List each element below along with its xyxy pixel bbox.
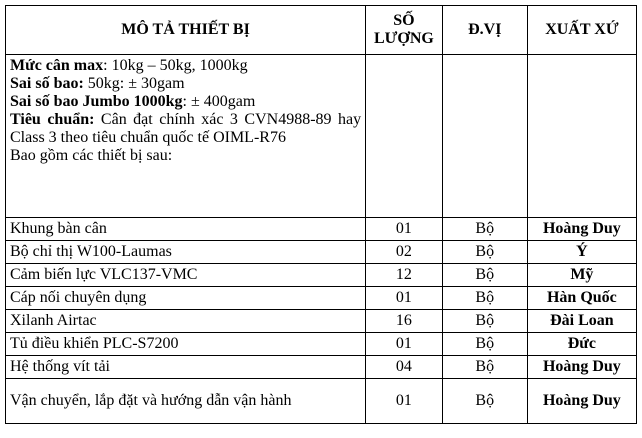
spec-qty-cell xyxy=(366,55,443,218)
item-origin: Hoàng Duy xyxy=(527,356,636,379)
table-row xyxy=(6,310,637,333)
header-quantity: SỐ LƯỢNG xyxy=(366,6,443,55)
item-name: Bộ chỉ thị W100-Laumas xyxy=(6,241,366,264)
item-name: Cáp nối chuyên dụng xyxy=(6,287,366,310)
spec-standard xyxy=(10,111,361,147)
item-qty: 01 xyxy=(366,287,443,310)
item-unit: Bộ xyxy=(442,310,527,333)
item-unit: Bộ xyxy=(442,241,527,264)
spec-cell xyxy=(6,55,366,218)
header-origin: XUẤT XỨ xyxy=(527,6,636,55)
spec-origin-cell xyxy=(527,55,636,218)
item-name: Tủ điều khiển PLC-S7200 xyxy=(6,333,366,356)
header-description: MÔ TẢ THIẾT BỊ xyxy=(6,6,366,55)
spec-max-label: Mức cân max xyxy=(10,57,104,74)
item-name: Hệ thống vít tải xyxy=(6,356,366,379)
spec-bag-label: Sai số bao: xyxy=(10,75,84,92)
spec-max-weight xyxy=(10,57,361,75)
spec-standard-value: Cân đạt chính xác 3 CVN4988-89 hay Class 3 theo tiêu chuẩn quốc tế OIML-R76 xyxy=(10,111,362,146)
table-row xyxy=(6,264,637,287)
table-row xyxy=(6,218,637,241)
item-qty: 01 xyxy=(366,333,443,356)
spec-standard-label: Tiêu chuẩn: xyxy=(10,111,95,128)
item-origin: Hoàng Duy xyxy=(527,218,636,241)
equipment-table xyxy=(5,5,637,424)
spec-bag-error xyxy=(10,75,361,93)
table-row xyxy=(6,287,637,310)
item-name: Xilanh Airtac xyxy=(6,310,366,333)
spec-jumbo-value: : ± 400gam xyxy=(182,93,256,110)
spec-jumbo-label: Sai số bao Jumbo 1000kg xyxy=(10,93,183,110)
spec-max-value: : 10kg – 50kg, 1000kg xyxy=(103,57,248,74)
item-qty: 12 xyxy=(366,264,443,287)
item-unit: Bộ xyxy=(442,287,527,310)
item-qty: 02 xyxy=(366,241,443,264)
item-qty: 04 xyxy=(366,356,443,379)
spec-bag-value: 50kg: ± 30gam xyxy=(83,75,185,92)
header-unit: Đ.VỊ xyxy=(442,6,527,55)
item-origin: Đức xyxy=(527,333,636,356)
item-origin: Mỹ xyxy=(527,264,636,287)
item-name: Vận chuyển, lắp đặt và hướng dẫn vận hành xyxy=(6,379,366,424)
item-origin: Ý xyxy=(527,241,636,264)
table-row xyxy=(6,356,637,379)
item-unit: Bộ xyxy=(442,333,527,356)
table-row xyxy=(6,333,637,356)
spec-includes: Bao gồm các thiết bị sau: xyxy=(10,147,173,164)
item-unit: Bộ xyxy=(442,356,527,379)
item-unit: Bộ xyxy=(442,218,527,241)
item-name: Cảm biến lực VLC137-VMC xyxy=(6,264,366,287)
item-qty: 16 xyxy=(366,310,443,333)
item-name: Khung bàn cân xyxy=(6,218,366,241)
item-unit: Bộ xyxy=(442,264,527,287)
item-origin: Hoàng Duy xyxy=(527,379,636,424)
item-qty: 01 xyxy=(366,379,443,424)
table-row xyxy=(6,379,637,424)
item-qty: 01 xyxy=(366,218,443,241)
spec-unit-cell xyxy=(442,55,527,218)
spec-row xyxy=(6,55,637,218)
item-origin: Hàn Quốc xyxy=(527,287,636,310)
table-header-row xyxy=(6,6,637,55)
item-origin: Đài Loan xyxy=(527,310,636,333)
item-unit: Bộ xyxy=(442,379,527,424)
equipment-table-container xyxy=(5,5,637,424)
table-row xyxy=(6,241,637,264)
spec-jumbo-error xyxy=(10,93,361,111)
